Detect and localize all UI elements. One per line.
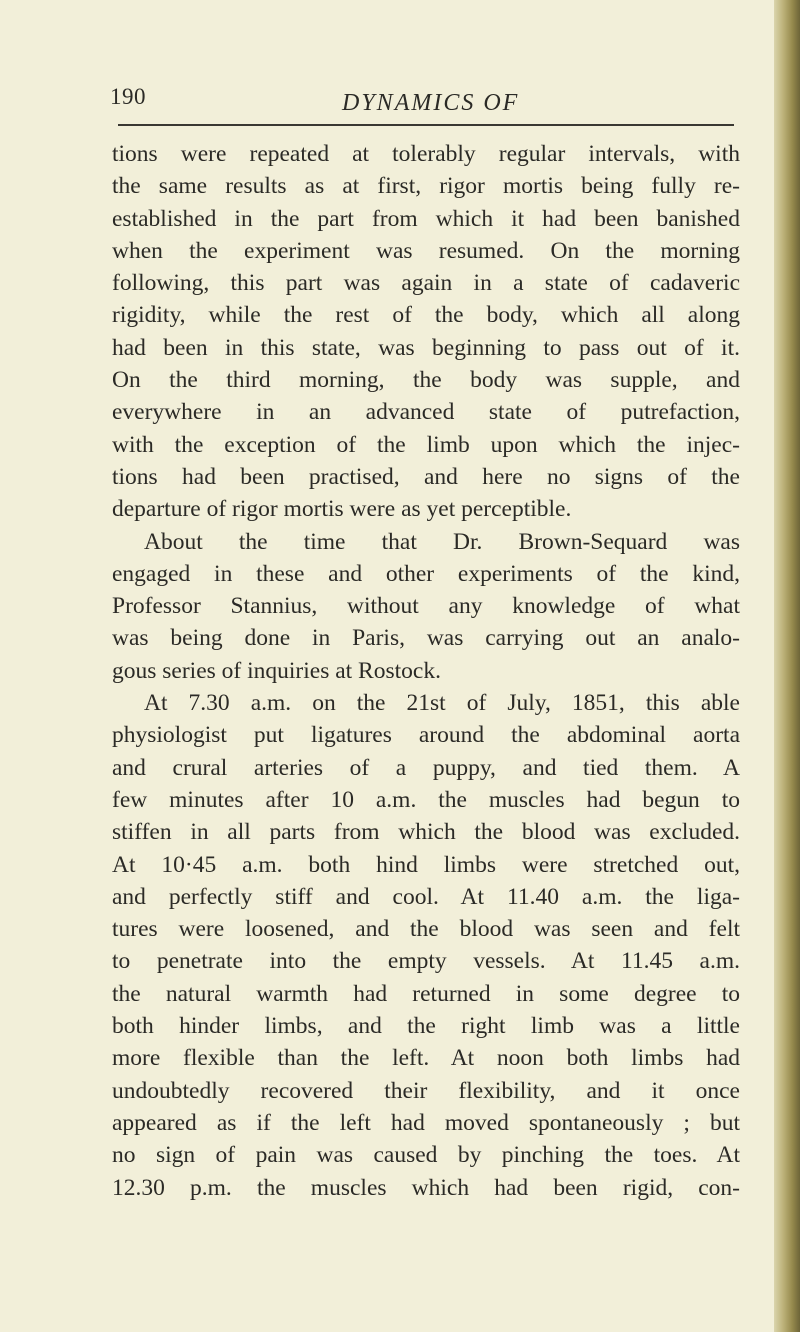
text-line: the natural warmth had returned in some degree to [112, 980, 740, 1007]
text-line: the same results as at first, rigor mortis being fully re- [112, 173, 740, 200]
text-line: when the experiment was resumed. On the morning [112, 237, 740, 264]
text-line: At 7.30 a.m. on the 21st of July, 1851, this able [144, 690, 740, 717]
text-line: had been in this state, was beginning to pass out of it. [112, 334, 740, 361]
text-line: following, this part was again in a state of cadaveric [112, 270, 740, 297]
text-line: was being done in Paris, was carrying out an analo- [112, 625, 740, 652]
text-line: with the exception of the limb upon which the injec- [112, 431, 740, 458]
text-line: About the time that Dr. Brown-Sequard was [144, 528, 740, 555]
text-line: undoubtedly recovered their flexibility, and it once [112, 1077, 740, 1104]
text-line: departure of rigor mortis were as yet perceptible. [112, 496, 572, 523]
body-text [112, 138, 740, 1204]
text-line: and crural arteries of a puppy, and tied them. A [112, 754, 740, 781]
text-line: to penetrate into the empty vessels. At 11.45 a.m. [112, 948, 740, 975]
text-line: more flexible than the left. At noon both limbs had [112, 1045, 740, 1072]
text-line: engaged in these and other experiments of the kind, [112, 560, 740, 587]
text-line: tions had been practised, and here no signs of the [112, 463, 740, 490]
header-rule [118, 124, 734, 126]
text-line: rigidity, while the rest of the body, which all along [112, 302, 740, 329]
text-line: At 10·45 a.m. both hind limbs were stretched out, [112, 851, 740, 878]
text-line: On the third morning, the body was supple, and [112, 367, 740, 394]
text-line: gous series of inquiries at Rostock. [112, 657, 441, 684]
page-number: 190 [110, 84, 146, 109]
text-line: and perfectly stiff and cool. At 11.40 a.m. the liga- [112, 883, 740, 910]
text-line: established in the part from which it had been banished [112, 205, 740, 232]
text-line: tures were loosened, and the blood was seen and felt [112, 916, 740, 943]
text-line: no sign of pain was caused by pinching the toes. At [112, 1142, 740, 1169]
text-line: everywhere in an advanced state of putrefaction, [112, 399, 740, 426]
text-line: appeared as if the left had moved spontaneously ; but [112, 1109, 740, 1136]
text-line: 12.30 p.m. the muscles which had been rigid, con- [112, 1174, 740, 1201]
text-line: tions were repeated at tolerably regular intervals, with [112, 141, 740, 167]
running-head: DYNAMICS OF [342, 90, 520, 116]
text-line: few minutes after 10 a.m. the muscles had begun to [112, 786, 740, 813]
text-line: stiffen in all parts from which the blood was excluded. [112, 819, 740, 846]
text-line: Professor Stannius, without any knowledge of what [112, 593, 740, 620]
text-line: both hinder limbs, and the right limb was a little [112, 1013, 740, 1040]
page-edge-binding [774, 0, 800, 1332]
text-line: physiologist put ligatures around the abdominal aorta [112, 722, 740, 749]
